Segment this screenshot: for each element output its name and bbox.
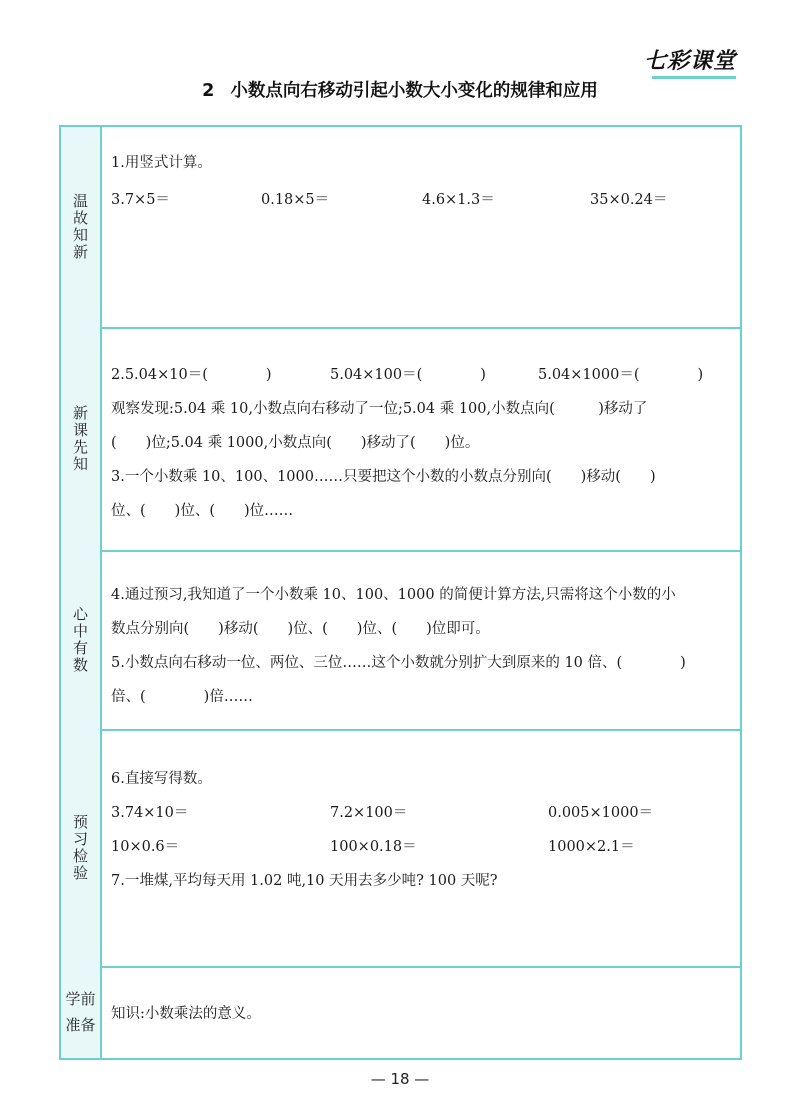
page-number: — 18 —	[370, 1070, 430, 1088]
calc-item: 3.7×5＝	[111, 192, 170, 208]
section-content-review	[102, 127, 740, 327]
lesson-title	[0, 77, 800, 102]
calc-item: 3.74×10＝	[111, 805, 189, 821]
lesson-title-text: 小数点向右移动引起小数大小变化的规律和应用	[230, 81, 598, 101]
section-label-cell	[61, 550, 102, 729]
calc-item: 0.18×5＝	[261, 192, 330, 208]
section-label-prep	[65, 986, 95, 1038]
section-label-cell	[61, 327, 102, 550]
section-label-cell	[61, 127, 102, 327]
calc-item: 1000×2.1＝	[548, 839, 635, 855]
section-content-check	[102, 729, 740, 966]
question-4-line: 4.通过预习,我知道了一个小数乘 10、100、1000 的简便计算方法,只需将这个小数的小	[111, 587, 676, 603]
question-1-title: 1.用竖式计算。	[111, 155, 212, 171]
section-label-new-lesson: 新课先知	[71, 404, 89, 473]
brand-text: 七彩课堂	[643, 48, 736, 74]
lesson-number: 2	[202, 81, 215, 101]
section-label-prep-line: 学前	[65, 990, 96, 1008]
section-content-prep	[102, 966, 740, 1058]
calc-item: 0.005×1000＝	[548, 805, 654, 821]
question-2-b: 5.04×100＝( )	[330, 367, 486, 383]
section-new-lesson	[61, 327, 740, 552]
calc-item: 35×0.24＝	[590, 192, 668, 208]
question-7: 7.一堆煤,平均每天用 1.02 吨,10 天用去多少吨? 100 天呢?	[111, 873, 498, 889]
section-prep	[61, 966, 740, 1058]
question-5-line: 5.小数点向右移动一位、两位、三位……这个小数就分别扩大到原来的 10 倍、( )	[111, 655, 686, 671]
calc-item: 4.6×1.3＝	[422, 192, 495, 208]
section-check	[61, 729, 740, 968]
question-2-a: 2.5.04×10＝( )	[111, 367, 272, 383]
worksheet-table	[59, 125, 742, 1060]
question-3-line: 位、( )位、( )位……	[111, 503, 294, 519]
section-content-mind	[102, 550, 740, 729]
section-label-check: 预习检验	[71, 813, 89, 882]
question-2-c: 5.04×1000＝( )	[538, 367, 704, 383]
question-5-line: 倍、( )倍……	[111, 689, 253, 705]
section-label-review: 温故知新	[71, 193, 89, 261]
calc-item: 7.2×100＝	[330, 805, 408, 821]
section-mind	[61, 550, 740, 731]
question-4-line: 数点分别向( )移动( )位、( )位、( )位即可。	[111, 621, 490, 637]
section-label-cell	[61, 966, 102, 1058]
calc-item: 10×0.6＝	[111, 839, 180, 855]
section-content-new-lesson	[102, 327, 740, 550]
brand-logo	[644, 44, 736, 79]
section-label-cell	[61, 729, 102, 966]
question-6-title: 6.直接写得数。	[111, 771, 212, 787]
section-label-mind: 心中有数	[71, 605, 89, 674]
question-2-line: ( )位;5.04 乘 1000,小数点向( )移动了( )位。	[111, 435, 480, 451]
section-review	[61, 127, 740, 329]
question-3-line: 3.一个小数乘 10、100、1000……只要把这个小数的小数点分别向( )移动( )	[111, 469, 656, 485]
prep-text: 知识:小数乘法的意义。	[111, 1006, 261, 1022]
calc-item: 100×0.18＝	[330, 839, 417, 855]
section-label-prep-line: 准备	[65, 1016, 96, 1034]
question-2-line: 观察发现:5.04 乘 10,小数点向右移动了一位;5.04 乘 100,小数点向( )移动了	[111, 401, 648, 417]
